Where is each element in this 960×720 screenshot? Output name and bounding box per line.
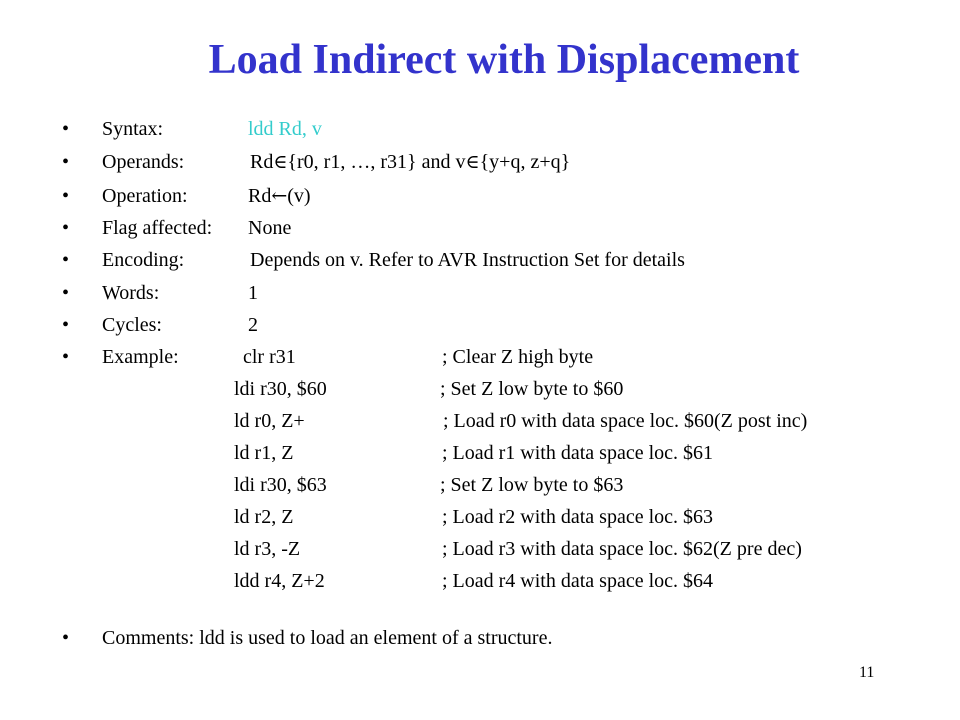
- element-of-icon: ∈: [465, 151, 480, 173]
- operation-v: (v): [287, 185, 311, 207]
- cycles-label: Cycles:: [102, 314, 162, 336]
- encoding-value: Depends on v. Refer to AVR Instruction Set for details: [250, 249, 685, 271]
- example-code: ld r2, Z: [234, 506, 294, 528]
- example-code: ldi r30, $63: [234, 474, 327, 496]
- example-code: ld r0, Z+: [234, 410, 305, 432]
- example-code: ld r1, Z: [234, 442, 294, 464]
- flag-value: None: [248, 217, 292, 239]
- operation-value: [248, 184, 311, 208]
- bullet-icon: •: [62, 346, 70, 368]
- example-code: ld r3, -Z: [234, 538, 301, 560]
- left-arrow-icon: ←: [271, 185, 288, 207]
- example-code: clr r31: [243, 346, 296, 368]
- operation-rd: Rd: [248, 185, 272, 207]
- operation-label: Operation:: [102, 185, 188, 207]
- bullet-icon: •: [62, 627, 70, 649]
- example-comment: ; Clear Z high byte: [442, 346, 594, 368]
- cycles-value: 2: [248, 314, 258, 336]
- operands-value: [250, 150, 570, 174]
- comments-text: Comments: ldd is used to load an element of a structure.: [102, 627, 553, 649]
- example-code: ldd r4, Z+2: [234, 570, 325, 592]
- operands-rd: Rd: [250, 151, 274, 173]
- slide-title: Load Indirect with Displacement: [208, 37, 800, 83]
- example-comment: ; Load r2 with data space loc. $63: [442, 506, 714, 528]
- words-label: Words:: [102, 282, 160, 304]
- example-comment: ; Load r3 with data space loc. $62(Z pre dec): [442, 538, 802, 560]
- bullet-icon: •: [62, 314, 70, 336]
- example-comment: ; Set Z low byte to $60: [440, 378, 624, 400]
- flag-label: Flag affected:: [102, 217, 213, 239]
- words-value: 1: [248, 282, 258, 304]
- example-label: Example:: [102, 346, 179, 368]
- operands-label: Operands:: [102, 151, 185, 173]
- syntax-value: ldd Rd, v: [248, 118, 322, 140]
- example-comment: ; Load r1 with data space loc. $61: [442, 442, 714, 464]
- operands-set-registers: {r0, r1, …, r31} and v: [287, 151, 466, 173]
- example-comment: ; Set Z low byte to $63: [440, 474, 624, 496]
- bullet-icon: •: [62, 151, 70, 173]
- page-number: 11: [859, 664, 875, 681]
- bullet-icon: •: [62, 249, 70, 271]
- syntax-label: Syntax:: [102, 118, 164, 140]
- element-of-icon: ∈: [273, 151, 288, 173]
- example-comment: ; Load r4 with data space loc. $64: [442, 570, 714, 592]
- example-code: ldi r30, $60: [234, 378, 327, 400]
- bullet-icon: •: [62, 282, 70, 304]
- bullet-icon: •: [62, 217, 70, 239]
- bullet-icon: •: [62, 185, 70, 207]
- example-comment: ; Load r0 with data space loc. $60(Z post inc): [443, 410, 808, 432]
- bullet-icon: •: [62, 118, 70, 140]
- encoding-label: Encoding:: [102, 249, 185, 271]
- operands-set-pointers: {y+q, z+q}: [479, 151, 571, 173]
